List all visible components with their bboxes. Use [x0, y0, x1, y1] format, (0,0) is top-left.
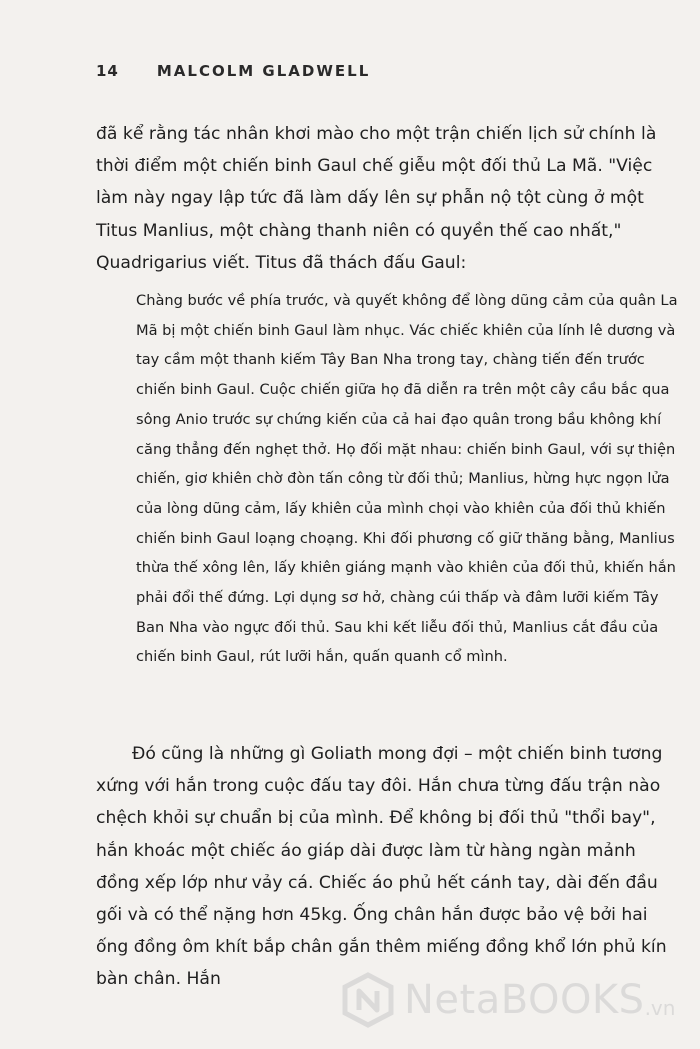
- page-number: 14: [96, 62, 119, 80]
- author-name: MALCOLM GLADWELL: [156, 62, 371, 80]
- watermark-tld: .vn: [644, 996, 676, 1020]
- watermark-text: NetaBOOKS: [404, 977, 645, 1023]
- block-quote: Chàng bước về phía trước, và quyết không để lòng dũng cảm của quân La Mã bị một chiến binh Gaul làm nhục. Vác chiếc khiên của lính lê dương và tay cầm một thanh kiếm Tây Ban Nha trong tay, chàng tiến đến trước chiến binh Gaul. Cuộc chiến giữa họ đã diễn ra trên một cây cầu bắc qua sông Anio trước sự chứng kiến của cả hai đạo quân trong bầu không khí căng thẳng đến nghẹt thở. Họ đối mặt nhau: chiến binh Gaul, với sự thiện chiến, giơ khiên chờ đòn tấn công từ đối thủ; Manlius, hừng hực ngọn lửa của lòng dũng cảm, lấy khiên của mình chọi vào khiên của đối thủ khiến chiến binh Gaul loạng choạng. Khi đối phương cố giữ thăng bằng, Manlius thừa thế xông lên, lấy khiên giáng mạnh vào khiên của đối thủ, khiến hắn phải đổi thế đứng. Lợi dụng sơ hở, chàng cúi thấp và đâm lưỡi kiếm Tây Ban Nha vào ngực đối thủ. Sau khi kết liễu đối thủ, Manlius cắt đầu của chiến binh Gaul, rút lưỡi hắn, quấn quanh cổ mình.: [136, 292, 678, 666]
- paragraph-goliath: Đó cũng là những gì Goliath mong đợi – một chiến binh tương xứng với hắn trong cuộc đấu tay đôi. Hắn chưa từng đấu trận nào chệch khỏi sự chuẩn bị của mình. Để không bị đối thủ "thổi bay", hắn khoác một chiếc áo giáp dài được làm từ hàng ngàn mảnh đồng xếp lớp như vảy cá. Chiếc áo phủ hết cánh tay, dài đến đầu gối và có thể nặng hơn 45kg. Ống chân hắn được bảo vệ bởi hai ống đồng ôm khít bắp chân gắn thêm miếng đồng khổ lớn phủ kín bàn chân. Hắn: [96, 744, 667, 990]
- paragraph-intro: đã kể rằng tác nhân khơi mào cho một trận chiến lịch sử chính là thời điểm một chiến binh Gaul chế giễu một đối thủ La Mã. "Việc làm này ngay lập tức đã làm dấy lên sự phẫn nộ tột cùng ở một Titus Manlius, một chàng thanh niên có quyền thế cao nhất," Quadrigarius viết. Titus đã thách đấu Gaul:: [96, 124, 657, 273]
- watermark: [340, 972, 675, 1028]
- running-head: [96, 62, 370, 80]
- neta-n-logo-icon: [340, 972, 396, 1028]
